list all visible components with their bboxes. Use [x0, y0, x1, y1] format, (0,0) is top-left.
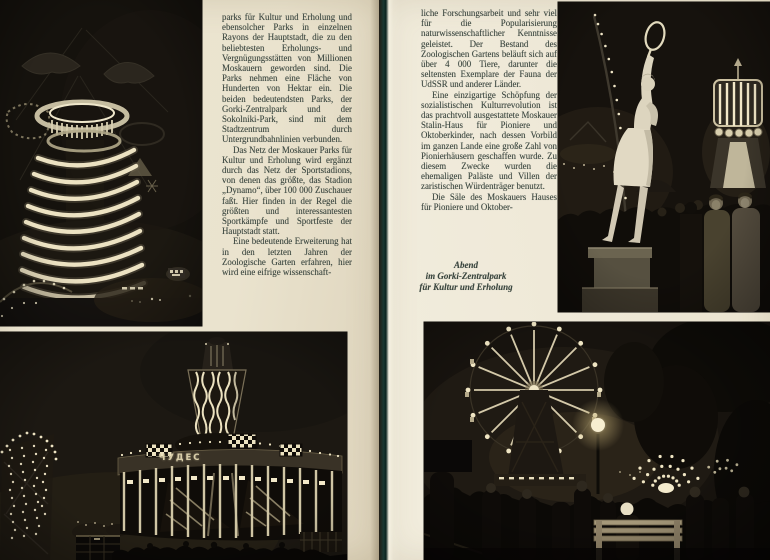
pavilion-sign-text: ЧУДЕС — [158, 453, 202, 463]
ferris-wheel-illustration — [424, 322, 770, 560]
right-text-column — [421, 8, 557, 260]
parachute-tower-illustration — [0, 0, 202, 326]
left-page — [0, 0, 379, 560]
photo-tennis-statue — [558, 2, 770, 312]
photo-carousel-pavilion — [0, 332, 347, 560]
caption-line: Abend — [453, 260, 478, 270]
paragraph: liche Forschungsarbeit und sehr viel für die Popularisierung naturwissenschaftlicher Kenntnisse geleistet. Der Bestand des Zoologischen Gartens beläuft sich auf über 4 000 Tiere, darunter die seltensten Exemplare der Fauna der UdSSR und anderer Länder. — [421, 8, 557, 90]
photo-ferris-wheel — [424, 322, 770, 560]
paragraph: Das Netz der Moskauer Parks für Kultur und Erholung wird ergänzt durch das Netz der Sportstadions, von denen das größte, das Stadion „Dynamo“, über 100 000 Zuschauer faßt. Hier finden in der Regel die größten und interessantesten Sportkämpfe und Sportfeste der Hauptstadt statt. — [222, 144, 352, 237]
photo-caption — [403, 260, 529, 293]
tennis-statue-illustration — [558, 2, 770, 312]
caption-line: im Gorki-Zentralpark — [425, 271, 507, 281]
caption-line: für Kultur und Erholung — [419, 282, 513, 292]
book-gutter-binding — [370, 0, 400, 560]
photo-parachute-tower — [0, 0, 202, 326]
right-page — [385, 0, 770, 560]
paragraph: Die Säle des Moskauers Hauses für Pioniere und Oktober- — [421, 191, 557, 212]
paragraph: parks für Kultur und Erholung und ebensolcher Parks in einzelnen Rayons der Hauptstadt, die zu den beliebtesten Erholungs- und Vergnügungsstätten von Millionen Moskauern geworden sind. Die Parks nehmen eine Fläche von Hunderten von Hektar ein. Die beiden bedeutendsten Parks, der Gorki-Zentralpark und der Sokolniki-Park, sind mit dem Stadtzentrum durch Untergrundbahnlinien verbunden. — [222, 12, 352, 145]
carousel-pavilion-illustration — [0, 332, 347, 560]
paragraph: Eine bedeutende Erweiterung hat in den letzten Jahren der Zoologische Garten erfahren, hier wird eine eifrige wissenschaft- — [222, 236, 352, 278]
left-text-column — [222, 12, 352, 318]
paragraph: Eine einzigartige Schöpfung der sozialistischen Kulturrevolution ist das prachtvoll ausgestattete Moskauer Stalin-Haus für Pioniere und Oktoberkinder, nach dessen Vorbild im ganzen Lande eine große Zahl von Pionierhäusern geschaffen wurde. Zu diesem Zwecke wurden die ehemaligen Paläste und Villen der zaristischen Würdenträger benutzt. — [421, 89, 557, 192]
